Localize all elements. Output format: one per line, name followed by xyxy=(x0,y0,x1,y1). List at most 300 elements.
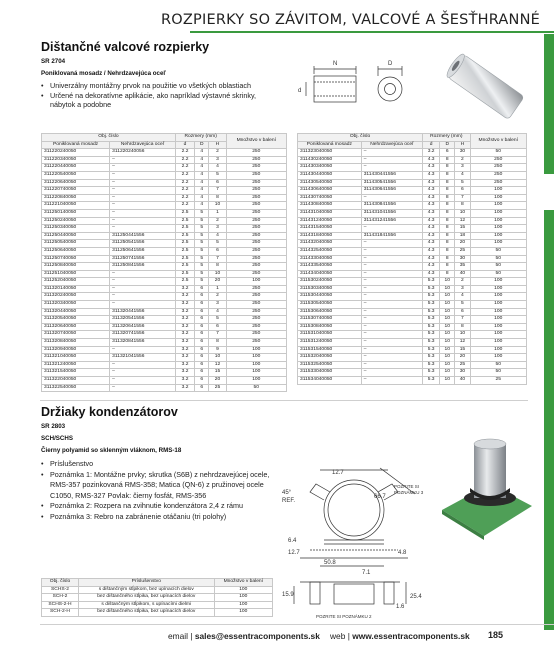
table-cell: 311252040050 xyxy=(42,278,110,286)
dim-n: N xyxy=(333,61,338,67)
capacitor-holder-drawing xyxy=(280,432,440,620)
table-row xyxy=(298,232,527,240)
table-cell: SCH-2-H xyxy=(42,609,79,617)
table-cell: 311320540050 xyxy=(42,316,110,324)
table-cell: 311530440050 xyxy=(298,293,362,301)
table-cell: 5 xyxy=(195,232,209,240)
dim-label: 12.7 xyxy=(332,470,344,476)
table-cell: 311430740050 xyxy=(298,194,362,202)
table-cell: 10 xyxy=(455,209,470,217)
bullet-item: • Určené na dekoratívne aplikácie, ako napríklad výstavné skrinky, xyxy=(41,91,291,101)
table-cell: 6 xyxy=(195,377,209,385)
table-cell: 2 xyxy=(209,293,226,301)
side-tab-marker-lower xyxy=(544,210,554,630)
table-cell: 100 xyxy=(470,346,526,354)
table-cell: – xyxy=(110,278,176,286)
table-cell: 250 xyxy=(226,255,286,263)
note-label: POZNÁMKU 3 xyxy=(394,490,424,495)
table-cell: 3.2 xyxy=(175,346,194,354)
table-row xyxy=(298,171,527,179)
table-cell: 311320940050 xyxy=(42,346,110,354)
table-row xyxy=(298,270,527,278)
table-cell: 250 xyxy=(226,217,286,225)
table-cell: 2.2 xyxy=(175,194,194,202)
table-cell: – xyxy=(361,270,422,278)
table-cell: 2.5 xyxy=(175,263,194,271)
table-cell: 5.3 xyxy=(423,308,440,316)
col-header-order: Obj. číslo xyxy=(42,579,79,587)
table-cell: 10 xyxy=(440,308,455,316)
table-cell: – xyxy=(361,149,422,157)
table-cell: 311250340050 xyxy=(42,225,110,233)
table-cell: – xyxy=(110,194,176,202)
table-cell: – xyxy=(361,240,422,248)
table-row xyxy=(298,194,527,202)
table-cell: 250 xyxy=(226,331,286,339)
table-cell: 311321041556 xyxy=(110,354,176,362)
table-cell: 311322040050 xyxy=(42,377,110,385)
table-cell: 4.3 xyxy=(423,187,440,195)
holder-table-body xyxy=(42,586,273,616)
capacitor-holder-photo xyxy=(440,432,532,542)
table-cell: 311320841556 xyxy=(110,339,176,347)
table-cell: 100 xyxy=(226,361,286,369)
table-cell: 4.3 xyxy=(423,255,440,263)
table-cell: 25 xyxy=(209,384,226,392)
table-cell: 311220740050 xyxy=(42,187,110,195)
table-cell: 311431041556 xyxy=(361,209,422,217)
table-cell: 25 xyxy=(455,247,470,255)
table-cell: – xyxy=(361,301,422,309)
bullet-item: RMS-357 pozinkovaná RMS-358; Matica (QN-6) z pružinovej ocele xyxy=(50,480,264,489)
table-cell: 5.3 xyxy=(423,278,440,286)
table-cell: 30 xyxy=(455,369,470,377)
table-cell: 10 xyxy=(440,278,455,286)
table-cell: 8 xyxy=(440,187,455,195)
table-row xyxy=(42,377,287,385)
table-cell: 5 xyxy=(195,270,209,278)
table-cell: 50 xyxy=(470,361,526,369)
table-cell: 250 xyxy=(226,316,286,324)
table-cell: 2.5 xyxy=(175,247,194,255)
table-cell: 5.3 xyxy=(423,354,440,362)
table-row xyxy=(42,263,287,271)
table-row xyxy=(298,331,527,339)
col-header-quantity: Množstvo v balení xyxy=(214,579,272,587)
table-cell: 250 xyxy=(226,308,286,316)
table-cell: 10 xyxy=(440,293,455,301)
table-cell: – xyxy=(110,301,176,309)
table-cell: 311530240050 xyxy=(298,278,362,286)
table-cell: 6 xyxy=(209,179,226,187)
table-cell: 250 xyxy=(226,156,286,164)
table-cell: 311531540050 xyxy=(298,346,362,354)
table-row xyxy=(298,217,527,225)
dim-label: 1.6 xyxy=(396,604,405,610)
table-cell: 311320840050 xyxy=(42,339,110,347)
table-row xyxy=(42,354,287,362)
table-cell: 250 xyxy=(226,187,286,195)
table-cell: 30 xyxy=(455,255,470,263)
table-cell: – xyxy=(110,202,176,210)
table-cell: bez dištančného stĺpika, bez upínacích dielov xyxy=(78,594,214,602)
table-cell: 311320140050 xyxy=(42,285,110,293)
table-cell: 8 xyxy=(440,179,455,187)
table-cell: 4 xyxy=(195,179,209,187)
table-cell: 6 xyxy=(195,301,209,309)
table-cell: 250 xyxy=(226,247,286,255)
web-link[interactable]: www.essentracomponents.sk xyxy=(352,631,470,641)
table-row xyxy=(42,346,287,354)
table-cell: – xyxy=(361,369,422,377)
table-cell: 311250540050 xyxy=(42,240,110,248)
table-cell: – xyxy=(110,285,176,293)
table-cell: – xyxy=(361,346,422,354)
table-cell: 4 xyxy=(195,156,209,164)
table-cell: 5 xyxy=(195,209,209,217)
table-cell: 311432040050 xyxy=(298,240,362,248)
section1-title: Dištančné valcové rozpierky xyxy=(41,40,210,54)
bullet-item: • Príslušenstvo xyxy=(41,459,291,470)
table-cell: 2.5 xyxy=(175,270,194,278)
table-cell: 311321540050 xyxy=(42,369,110,377)
table-cell: 311430640050 xyxy=(298,187,362,195)
table-cell: – xyxy=(361,331,422,339)
table-row xyxy=(42,179,287,187)
table-cell: 50 xyxy=(470,270,526,278)
table-row xyxy=(298,278,527,286)
page-number: 185 xyxy=(488,630,504,640)
table-cell: – xyxy=(110,384,176,392)
table-cell: 50 xyxy=(226,384,286,392)
table-cell: 311220240050 xyxy=(42,149,110,157)
table-cell: 5 xyxy=(195,240,209,248)
table-cell: 2 xyxy=(209,217,226,225)
table-cell: 10 xyxy=(440,361,455,369)
table-cell: 8 xyxy=(440,270,455,278)
table-row xyxy=(42,384,287,392)
table-row xyxy=(42,194,287,202)
table-cell: – xyxy=(110,217,176,225)
table-cell: 4.3 xyxy=(423,263,440,271)
table-cell: 2 xyxy=(455,278,470,286)
table-cell: – xyxy=(110,270,176,278)
table-cell: 100 xyxy=(214,601,272,609)
table-cell: 8 xyxy=(440,156,455,164)
table-cell: 6 xyxy=(209,247,226,255)
dim-label: 15.9 xyxy=(282,592,294,598)
table-cell: 311250440050 xyxy=(42,232,110,240)
table-cell: 10 xyxy=(440,316,455,324)
table-cell: 311320340050 xyxy=(42,301,110,309)
page-title: ROZPIERKY SO ZÁVITOM, VALCOVÉ A ŠESŤHRANNÉ xyxy=(161,12,540,28)
dim-d-side: d xyxy=(298,88,302,94)
table-cell: 2.2 xyxy=(175,156,194,164)
col-header-H: H xyxy=(455,141,470,149)
table-cell: 311250640050 xyxy=(42,247,110,255)
table-cell: 4.3 xyxy=(423,217,440,225)
table-cell: 311431040050 xyxy=(298,209,362,217)
table-row xyxy=(298,377,527,385)
table-cell: 5 xyxy=(195,247,209,255)
table-cell: 311320441556 xyxy=(110,308,176,316)
table-row xyxy=(298,255,527,263)
table-cell: – xyxy=(110,179,176,187)
table-cell: 3.2 xyxy=(175,339,194,347)
table-cell: 6 xyxy=(195,323,209,331)
table-cell: 10 xyxy=(440,377,455,385)
table-cell: 2.2 xyxy=(175,202,194,210)
table-cell: 100 xyxy=(226,354,286,362)
table-cell: 250 xyxy=(226,149,286,157)
table-cell: 2.5 xyxy=(175,255,194,263)
table-row xyxy=(42,225,287,233)
table-cell: 2.2 xyxy=(175,164,194,172)
table-cell: 311250140050 xyxy=(42,209,110,217)
table-cell: 311250840050 xyxy=(42,263,110,271)
table-cell: 311532040050 xyxy=(298,354,362,362)
table-row xyxy=(298,354,527,362)
table-row xyxy=(298,308,527,316)
table-cell: 4 xyxy=(195,187,209,195)
table-row xyxy=(42,247,287,255)
col-header-dimensions: Rozmery (mm) xyxy=(175,134,226,142)
table-cell: 100 xyxy=(470,225,526,233)
table-cell: 311250441556 xyxy=(110,232,176,240)
table-cell: 311433540050 xyxy=(298,263,362,271)
side-tab-marker xyxy=(544,34,554,174)
table-cell: 25 xyxy=(455,361,470,369)
table-cell: 250 xyxy=(226,202,286,210)
table-row xyxy=(298,164,527,172)
table-cell: – xyxy=(110,156,176,164)
email-link[interactable]: sales@essentracomponents.sk xyxy=(194,631,320,641)
spacer-table-right-body xyxy=(298,149,527,384)
section2-variants: SCH/SCHS xyxy=(41,435,73,442)
table-cell: 6 xyxy=(195,346,209,354)
table-row xyxy=(298,361,527,369)
table-cell: 12 xyxy=(455,217,470,225)
table-cell: 2.5 xyxy=(175,278,194,286)
dim-label: 7.1 xyxy=(362,570,371,576)
table-cell: 3.2 xyxy=(175,301,194,309)
table-cell: 250 xyxy=(226,339,286,347)
section2-bullets xyxy=(41,459,291,522)
table-cell: 311322540050 xyxy=(42,384,110,392)
header-rule xyxy=(190,31,554,33)
table-row xyxy=(298,202,527,210)
col-header-accessories: Príslušenstvo xyxy=(78,579,214,587)
table-cell: 311533040050 xyxy=(298,369,362,377)
table-cell: 20 xyxy=(455,240,470,248)
table-cell: 311431540050 xyxy=(298,225,362,233)
table-cell: 6 xyxy=(195,308,209,316)
col-header-quantity: Množstvo v balení xyxy=(470,134,526,149)
table-cell: 3.2 xyxy=(175,316,194,324)
table-cell: 5.3 xyxy=(423,339,440,347)
table-cell: – xyxy=(361,377,422,385)
table-cell: 311430641556 xyxy=(361,187,422,195)
spacer-product-photo xyxy=(442,52,530,122)
table-cell: 6 xyxy=(195,361,209,369)
table-cell: – xyxy=(361,156,422,164)
table-cell: 7 xyxy=(455,194,470,202)
table-cell: 311530540050 xyxy=(298,301,362,309)
table-cell: 311250240050 xyxy=(42,217,110,225)
table-cell: 100 xyxy=(470,323,526,331)
table-cell: 100 xyxy=(226,377,286,385)
table-cell: 250 xyxy=(226,194,286,202)
table-cell: 311431841556 xyxy=(361,232,422,240)
table-cell: 3.2 xyxy=(175,377,194,385)
table-cell: 5.3 xyxy=(423,369,440,377)
table-cell: 5.3 xyxy=(423,316,440,324)
table-cell: 5 xyxy=(455,301,470,309)
table-cell: 8 xyxy=(440,209,455,217)
table-row xyxy=(42,601,273,609)
bullet-item: nábytok a podobne xyxy=(50,100,112,109)
table-cell: 250 xyxy=(226,285,286,293)
table-cell: 311320240050 xyxy=(42,293,110,301)
table-row xyxy=(298,293,527,301)
table-cell: – xyxy=(361,278,422,286)
table-cell: 8 xyxy=(209,339,226,347)
table-cell: 311433040050 xyxy=(298,255,362,263)
table-cell: 311531240050 xyxy=(298,339,362,347)
table-row xyxy=(42,301,287,309)
table-row xyxy=(42,278,287,286)
dim-label: 66.7 xyxy=(374,494,386,500)
table-cell: 10 xyxy=(209,270,226,278)
table-cell: 8 xyxy=(440,171,455,179)
page-footer xyxy=(0,624,554,651)
table-cell: 8 xyxy=(440,225,455,233)
table-row xyxy=(42,331,287,339)
table-cell: 10 xyxy=(440,323,455,331)
table-cell: 8 xyxy=(440,232,455,240)
table-cell: – xyxy=(361,164,422,172)
table-cell: 311220240056 xyxy=(110,149,176,157)
table-row xyxy=(42,285,287,293)
table-cell: 5 xyxy=(195,225,209,233)
email-label: email | xyxy=(168,631,193,641)
table-cell: 311251040050 xyxy=(42,270,110,278)
spacer-table-right xyxy=(297,133,527,385)
table-cell: 50 xyxy=(470,247,526,255)
bullet-item: C1050, RMS-327 Povlak: čierny fosfát, RMS-356 xyxy=(50,490,207,500)
table-cell: 311321240050 xyxy=(42,361,110,369)
table-row xyxy=(42,339,287,347)
table-cell: 250 xyxy=(226,270,286,278)
table-cell: 6 xyxy=(195,285,209,293)
table-cell: 311434040050 xyxy=(298,270,362,278)
table-row xyxy=(298,285,527,293)
table-row xyxy=(42,369,287,377)
footer-email xyxy=(168,631,320,641)
table-row xyxy=(298,323,527,331)
table-cell: 5.3 xyxy=(423,331,440,339)
table-cell: 100 xyxy=(470,331,526,339)
table-cell: – xyxy=(110,164,176,172)
table-cell: 4.3 xyxy=(423,240,440,248)
table-cell: 2.2 xyxy=(175,149,194,157)
table-row xyxy=(298,225,527,233)
note-label: POZRITE SI xyxy=(394,484,420,489)
table-cell: 250 xyxy=(226,179,286,187)
table-cell: SCHS-2-H xyxy=(42,601,79,609)
table-cell: 3 xyxy=(455,164,470,172)
table-cell: 10 xyxy=(209,354,226,362)
table-cell: SCH-2 xyxy=(42,594,79,602)
table-cell: – xyxy=(361,354,422,362)
table-cell: 100 xyxy=(470,232,526,240)
table-cell: 311430841556 xyxy=(361,202,422,210)
table-cell: 8 xyxy=(440,217,455,225)
dim-label: 45° xyxy=(282,490,292,496)
table-cell: 2 xyxy=(209,149,226,157)
table-cell: 100 xyxy=(470,194,526,202)
table-cell: 8 xyxy=(440,194,455,202)
table-cell: 10 xyxy=(440,354,455,362)
table-cell: 15 xyxy=(455,225,470,233)
table-cell: 311530740050 xyxy=(298,316,362,324)
table-row xyxy=(42,308,287,316)
table-cell: 8 xyxy=(440,247,455,255)
table-cell: 250 xyxy=(226,301,286,309)
table-cell: 10 xyxy=(440,346,455,354)
table-cell: bez dištančného stĺpika, bez upínacích dielov xyxy=(78,609,214,617)
footer-rule xyxy=(40,624,554,625)
table-cell: 3 xyxy=(455,285,470,293)
table-cell: – xyxy=(110,209,176,217)
table-cell: – xyxy=(361,225,422,233)
table-cell: 6 xyxy=(195,384,209,392)
table-row xyxy=(42,164,287,172)
table-cell: – xyxy=(110,187,176,195)
section2-title: Držiaky kondenzátorov xyxy=(41,405,178,419)
table-cell: 50 xyxy=(470,149,526,157)
table-row xyxy=(42,586,273,594)
col-header-order: Obj. číslo xyxy=(42,134,176,142)
table-cell: 25 xyxy=(470,377,526,385)
table-cell: 311430540050 xyxy=(298,179,362,187)
table-cell: s dištančným stĺpikom, bez upínacích dielov xyxy=(78,586,214,594)
table-cell: 3 xyxy=(209,301,226,309)
table-cell: 311220840050 xyxy=(42,194,110,202)
note-label: POZRITE SI POZNÁMKU 2 xyxy=(316,614,372,619)
table-cell: 311323040050 xyxy=(298,149,362,157)
table-cell: 10 xyxy=(440,301,455,309)
table-cell: 40 xyxy=(455,270,470,278)
table-cell: 4.3 xyxy=(423,232,440,240)
table-cell: – xyxy=(110,171,176,179)
table-row xyxy=(42,217,287,225)
table-cell: 4.3 xyxy=(423,209,440,217)
table-cell: 6 xyxy=(195,339,209,347)
page-header xyxy=(0,0,554,34)
footer-web xyxy=(330,631,470,641)
table-row xyxy=(298,240,527,248)
table-cell: 4 xyxy=(455,171,470,179)
table-cell: 311321040050 xyxy=(42,354,110,362)
table-row xyxy=(298,149,527,157)
table-row xyxy=(42,609,273,617)
table-cell: SCHS-2 xyxy=(42,586,79,594)
table-cell: 311430840050 xyxy=(298,202,362,210)
table-cell: 50 xyxy=(470,255,526,263)
table-cell: 311430440050 xyxy=(298,171,362,179)
table-cell: 311320741556 xyxy=(110,331,176,339)
